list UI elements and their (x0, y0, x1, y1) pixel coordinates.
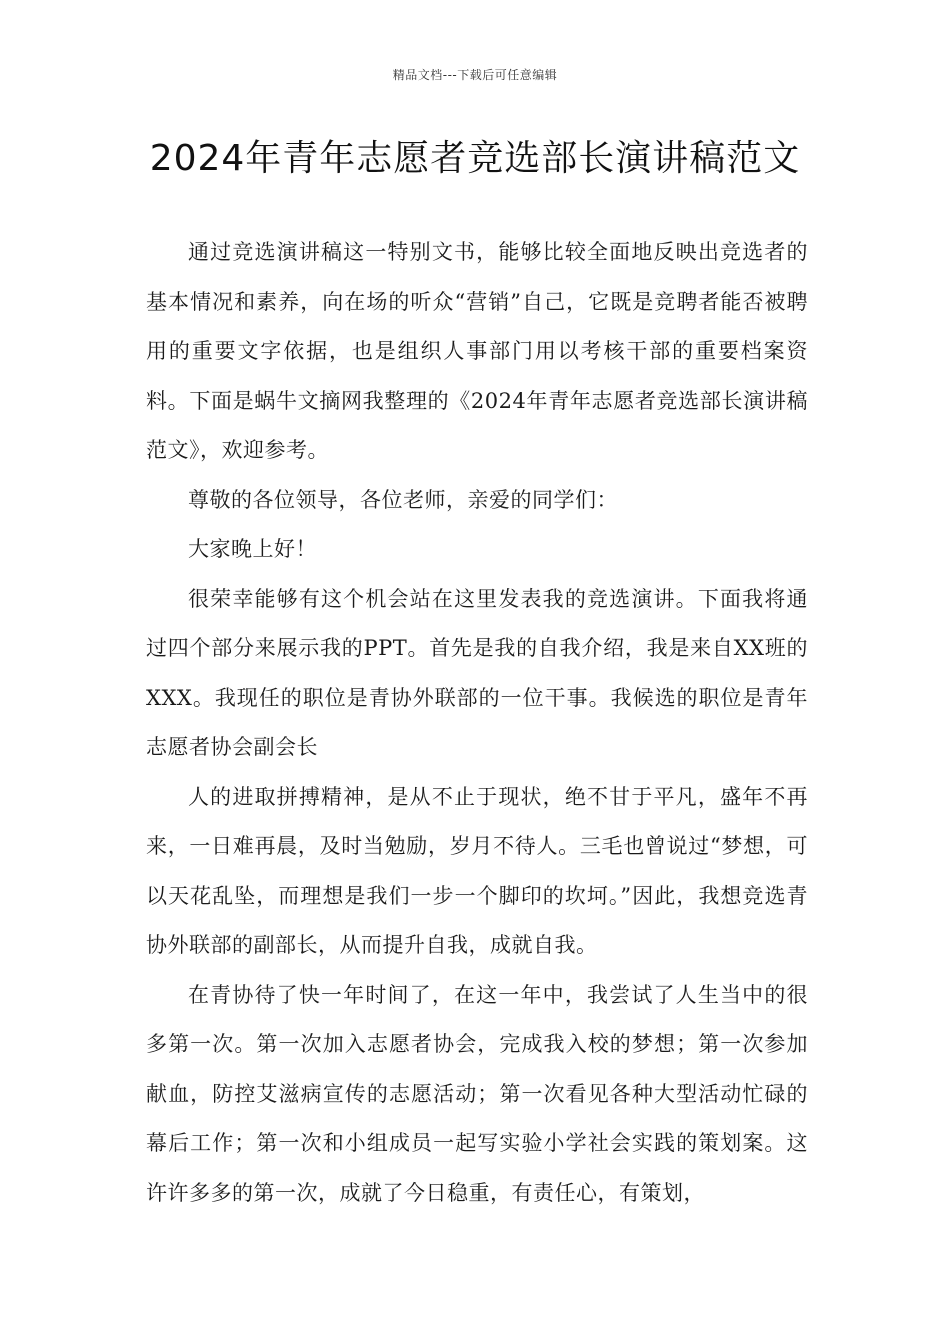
paragraph-intro: 通过竞选演讲稿这一特别文书，能够比较全面地反映出竞选者的基本情况和素养，向在场的听众“营销”自己，它既是竞聘者能否被聘用的重要文字依据，也是组织人事部门用以考核干部的重要档案资料。下面是蜗牛文摘网我整理的《2024年青年志愿者竞选部长演讲稿范文》，欢迎参考。 (146, 240, 808, 462)
document-title: 2024年青年志愿者竞选部长演讲稿范文 (149, 138, 801, 179)
paragraph-salutation: 尊敬的各位领导，各位老师，亲爱的同学们： (188, 487, 618, 512)
paragraph-self-introduction: 很荣幸能够有这个机会站在这里发表我的竞选演讲。下面我将通过四个部分来展示我的PPT。首先是我的自我介绍，我是来自XX班的XXX。我现任的职位是青协外联部的一位干事。我候选的职位是青年志愿者协会副会长 (146, 586, 808, 759)
paragraph-greeting: 大家晚上好！ (188, 537, 317, 561)
header-note: 精品文档---下载后可任意编辑 (392, 68, 558, 82)
paragraph-motivation: 人的进取拼搏精神，是从不止于现状，绝不甘于平凡，盛年不再来，一日难再晨，及时当勉励，岁月不待人。三毛也曾说过“梦想，可以天花乱坠，而理想是我们一步一个脚印的坎坷。”因此，我想竞选青协外联部的副部长，从而提升自我，成就自我。 (146, 784, 808, 957)
paragraph-experience: 在青协待了快一年时间了，在这一年中，我尝试了人生当中的很多第一次。第一次加入志愿者协会，完成我入校的梦想；第一次参加献血，防控艾滋病宣传的志愿活动；第一次看见各种大型活动忙碌的幕后工作；第一次和小组成员一起写实验小学社会实践的策划案。这许许多多的第一次，成就了今日稳重，有责任心，有策划， (146, 982, 808, 1205)
document-body (146, 228, 808, 1218)
